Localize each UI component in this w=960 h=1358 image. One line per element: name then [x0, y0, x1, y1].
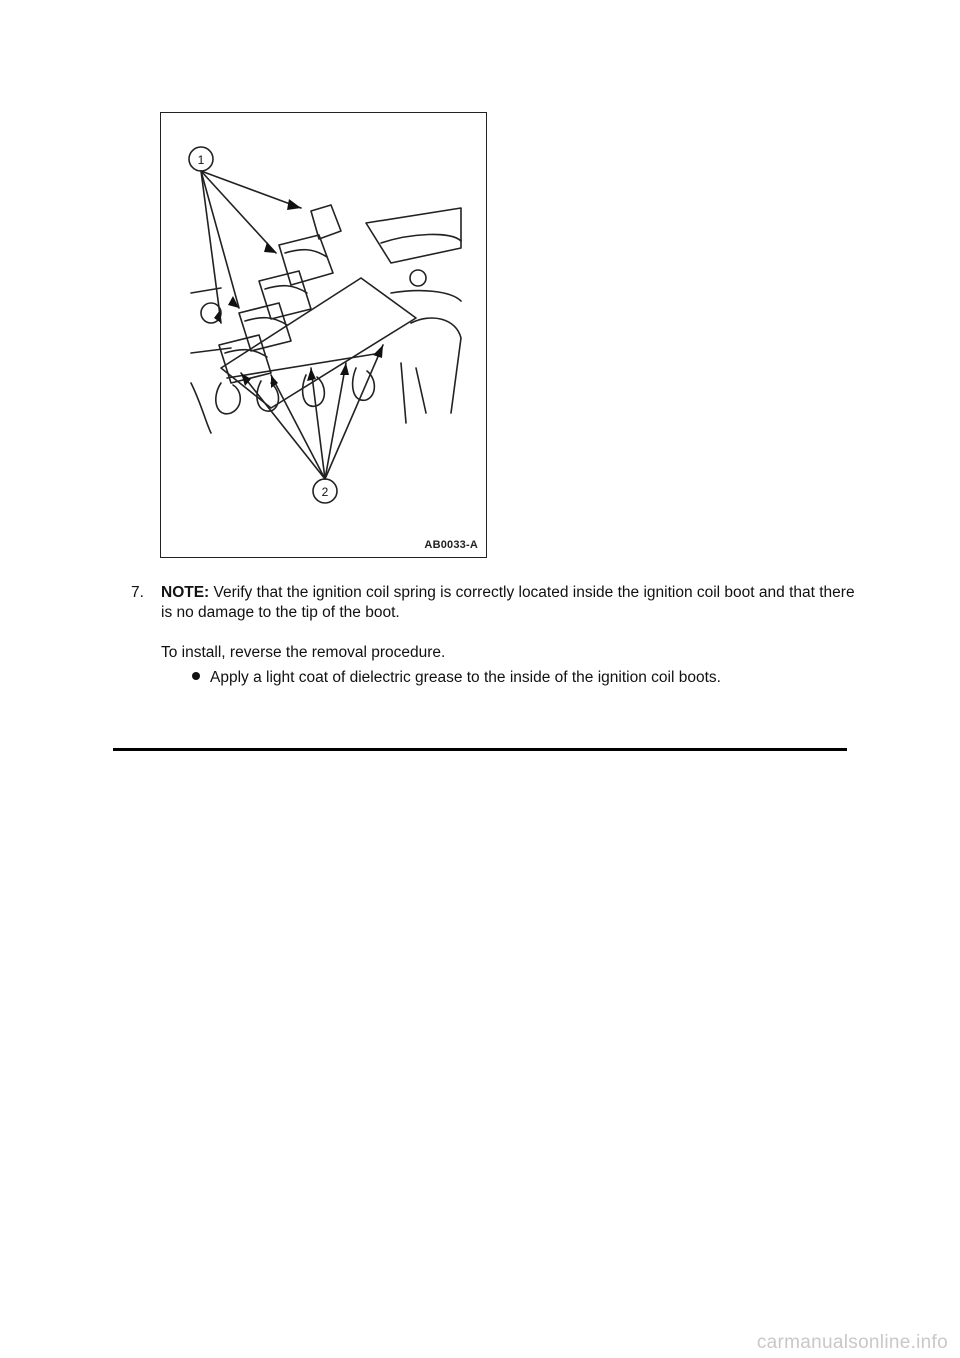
ignition-coil-illustration-icon — [161, 113, 488, 559]
callout-2-label: 2 — [321, 485, 329, 499]
note-label: NOTE: — [161, 584, 210, 601]
figure-id: AB0033-A — [424, 539, 478, 551]
install-instruction: To install, reverse the removal procedure. — [161, 644, 446, 661]
bullet-item — [192, 668, 721, 688]
bullet-text: Apply a light coat of dielectric grease to the inside of the ignition coil boots. — [210, 669, 721, 686]
callout-1-label: 1 — [197, 153, 205, 167]
note-text: Verify that the ignition coil spring is correctly located inside the ignition coil boot and that there is no damage to the tip of the boot. — [161, 584, 855, 621]
step-number: 7. — [131, 584, 144, 601]
step-note — [161, 583, 861, 623]
watermark: carmanualsonline.info — [756, 1332, 948, 1353]
section-divider — [113, 748, 847, 751]
ignition-coil-figure — [160, 112, 487, 558]
bullet-dot-icon — [192, 672, 200, 680]
